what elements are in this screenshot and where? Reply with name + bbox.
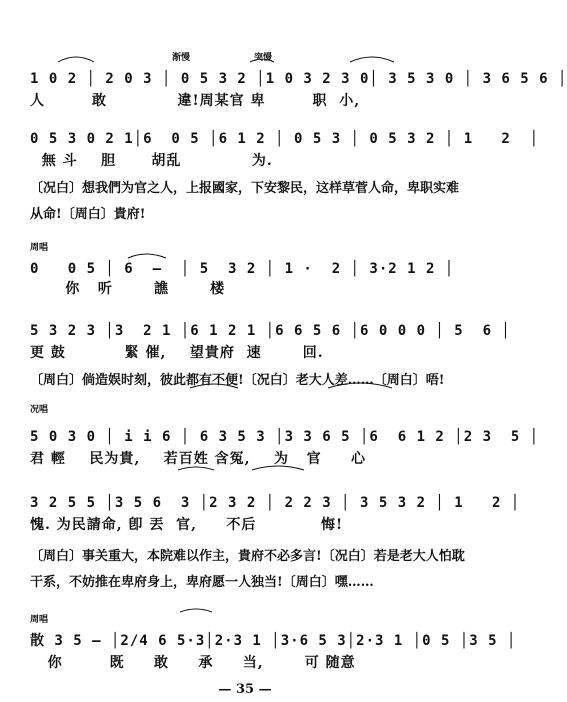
lyrics-line-6: 愧. 为民請命, 卽 丟 官, 不后 悔! [30,517,344,533]
notation-line-3: 0 0 5 │ 6 – │ 5 3 2 │ 1 · 2 │ 3·2 1 2 │ [30,261,455,277]
lyrics-line-4: 更 鼓 緊 催, 望貴府 速 回. [30,345,324,361]
notation-line-1: 1 0 2 │ 2 0 3 │ 0 5 3 2 │1 0 3 2 3 0│ 3 5 3 0 │ 3 6 5 6 │ [30,71,567,87]
spoken-dialogue-3: 〔周白〕事关重大，本院难以作主，貴府不必多言!〔况白〕若是老大人怕耽干系，不妨推在卑府身上，卑府愿一人独当!〔周白〕嘿…… [30,549,465,590]
notation-line-2: 0 5 3 0 2 1│6 0 5 │6 1 2 │ 0 5 3 │ 0 5 3 2 │ 1 2 │ [30,131,540,147]
singer-label-zhou-2: 周唱 [30,615,49,625]
singer-label-zhou-1: 周唱 [30,243,49,253]
tempo-mark-slow: 渐慢 [172,53,191,63]
spoken-dialogue-1: 〔况白〕想我們为官之人，上报國家，下安黎民，这样草菅人命，卑职实难从命!〔周白〕貴府! [30,181,460,222]
lyrics-line-5: 君 輕 民为貴, 若百姓 含冤, 为 官 心 [30,451,366,467]
lyrics-line-1: 人 敢 違!周某官 卑 职 小, [30,93,361,109]
singer-label-kuang: 况唱 [30,405,49,415]
notation-line-4: 5 3 2 3 │3 2 1 │6 1 2 1 │6 6 5 6 │6 0 0 0 │ 5 6 │ [30,323,511,339]
notation-line-7: 散 3 5 – │2/4 6 5·3│2·3 1 │3·6 5 3│2·3 1 │0 5 │3 5 │ [30,633,517,649]
notation-line-5: 5 0 3 0 │ i i 6 │ 6 3 5 3 │3 3 6 5 │6 6 1 2 │2 3 5 │ [30,429,540,445]
tempo-mark-sudden: 突慢 [254,53,273,63]
lyrics-line-7: 你 既 敢 承 当, 可 随意 [30,655,356,671]
page-number: — 35 — [218,682,272,697]
spoken-dialogue-2: 〔周白〕倘造娱时刻，彼此都有不便!〔况白〕老大人差……〔周白〕唔! [30,373,445,388]
lyrics-line-3: 你 听 譙 楼 [30,281,226,297]
lyrics-line-2: 無 斗 胆 胡乱 为. [30,153,273,169]
notation-line-6: 3 2 5 5 │3 5 6 3 │2 3 2 │ 2 2 3 │ 3 5 3 2 │ 1 2 │ [30,495,521,511]
